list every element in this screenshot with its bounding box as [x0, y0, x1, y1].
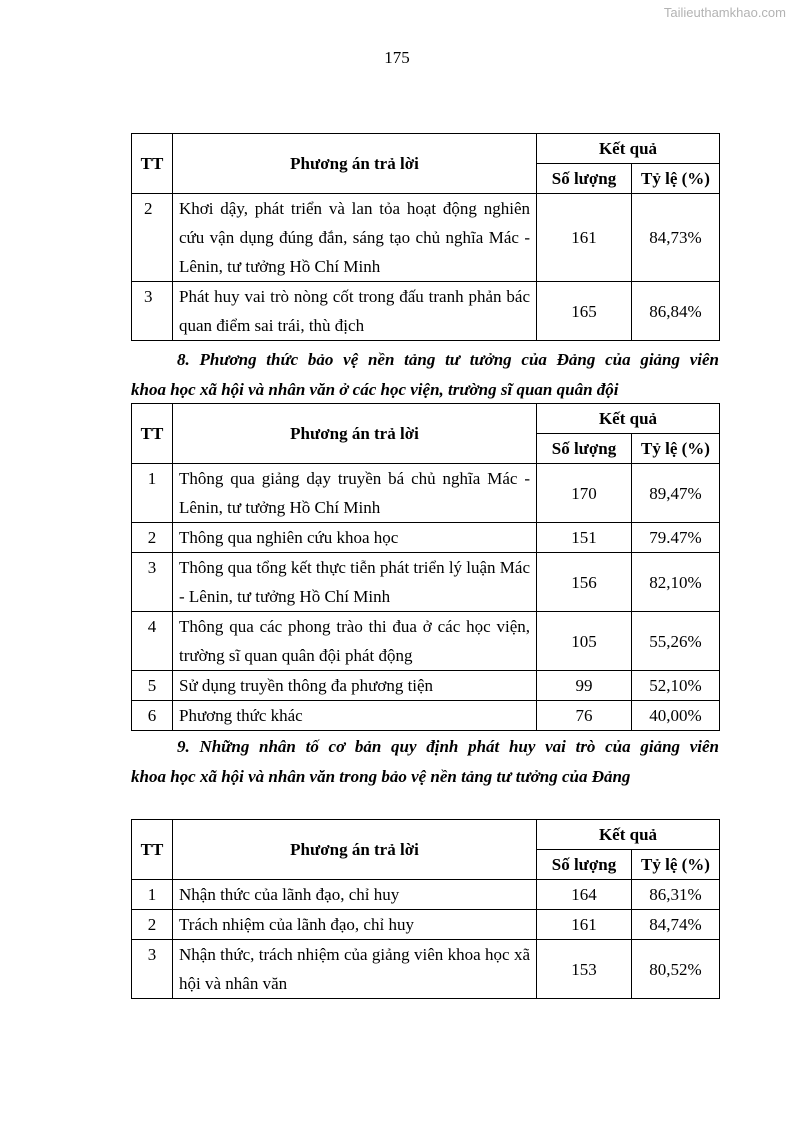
- row-rate: 80,52%: [632, 940, 720, 999]
- header-count: Số lượng: [537, 164, 632, 194]
- header-rate: Tỷ lệ (%): [632, 164, 720, 194]
- row-rate: 89,47%: [632, 464, 720, 523]
- row-rate: 86,84%: [632, 282, 720, 341]
- header-count: Số lượng: [537, 850, 632, 880]
- row-count: 156: [537, 553, 632, 612]
- row-answer: Nhận thức, trách nhiệm của giảng viên khoa học xã hội và nhân văn: [173, 940, 537, 999]
- row-answer: Thông qua giảng dạy truyền bá chủ nghĩa Mác - Lênin, tư tưởng Hồ Chí Minh: [173, 464, 537, 523]
- header-result: Kết quả: [537, 404, 720, 434]
- row-answer: Trách nhiệm của lãnh đạo, chỉ huy: [173, 910, 537, 940]
- row-answer: Nhận thức của lãnh đạo, chỉ huy: [173, 880, 537, 910]
- section-8-heading: [131, 345, 719, 405]
- row-count: 76: [537, 701, 632, 731]
- row-answer: Thông qua nghiên cứu khoa học: [173, 523, 537, 553]
- header-rate: Tỷ lệ (%): [632, 850, 720, 880]
- row-rate: 40,00%: [632, 701, 720, 731]
- row-answer: Sử dụng truyền thông đa phương tiện: [173, 671, 537, 701]
- row-number: 4: [132, 612, 173, 671]
- row-count: 99: [537, 671, 632, 701]
- row-number: 3: [132, 940, 173, 999]
- section-8-line-1: 8. Phương thức bảo vệ nền tảng tư tưởng của Đảng của giảng viên: [177, 350, 719, 369]
- row-count: 153: [537, 940, 632, 999]
- section-9-line-1: 9. Những nhân tố cơ bản quy định phát huy vai trò của giảng viên: [177, 737, 719, 756]
- row-number: 2: [132, 523, 173, 553]
- watermark: Tailieuthamkhao.com: [663, 5, 786, 20]
- row-answer: Phương thức khác: [173, 701, 537, 731]
- table-row: [132, 194, 720, 282]
- table-row: [132, 282, 720, 341]
- row-number: 3: [132, 282, 173, 341]
- row-rate: 84,74%: [632, 910, 720, 940]
- table-row: [132, 464, 720, 523]
- section-9-heading: [131, 732, 719, 792]
- row-rate: 82,10%: [632, 553, 720, 612]
- row-count: 165: [537, 282, 632, 341]
- row-number: 1: [132, 464, 173, 523]
- table-row: [132, 910, 720, 940]
- row-number: 2: [132, 194, 173, 282]
- table-row: [132, 523, 720, 553]
- row-rate: 84,73%: [632, 194, 720, 282]
- section-9-line-2: khoa học xã hội và nhân văn trong bảo vệ nền tảng tư tưởng của Đảng: [131, 767, 631, 786]
- page-number: 175: [384, 48, 410, 67]
- header-result: Kết quả: [537, 820, 720, 850]
- row-count: 151: [537, 523, 632, 553]
- table-row: [132, 553, 720, 612]
- row-rate: 55,26%: [632, 612, 720, 671]
- results-table-1: [131, 133, 720, 341]
- row-count: 161: [537, 910, 632, 940]
- header-answer: Phương án trả lời: [173, 404, 537, 464]
- row-answer: Phát huy vai trò nòng cốt trong đấu tranh phản bác quan điểm sai trái, thù địch: [173, 282, 537, 341]
- header-answer: Phương án trả lời: [173, 134, 537, 194]
- header-rate: Tỷ lệ (%): [632, 434, 720, 464]
- row-number: 3: [132, 553, 173, 612]
- row-number: 6: [132, 701, 173, 731]
- row-count: 170: [537, 464, 632, 523]
- header-count: Số lượng: [537, 434, 632, 464]
- header-answer: Phương án trả lời: [173, 820, 537, 880]
- row-rate: 86,31%: [632, 880, 720, 910]
- row-answer: Thông qua tổng kết thực tiễn phát triển lý luận Mác - Lênin, tư tưởng Hồ Chí Minh: [173, 553, 537, 612]
- row-number: 1: [132, 880, 173, 910]
- row-rate: 52,10%: [632, 671, 720, 701]
- row-count: 164: [537, 880, 632, 910]
- row-count: 161: [537, 194, 632, 282]
- row-count: 105: [537, 612, 632, 671]
- header-tt: TT: [132, 820, 173, 880]
- results-table-3: [131, 819, 720, 999]
- table-row: [132, 940, 720, 999]
- row-answer: Thông qua các phong trào thi đua ở các học viện, trường sĩ quan quân đội phát động: [173, 612, 537, 671]
- row-answer: Khơi dậy, phát triển và lan tỏa hoạt động nghiên cứu vận dụng đúng đắn, sáng tạo chủ nghĩa Mác - Lênin, tư tưởng Hồ Chí Minh: [173, 194, 537, 282]
- row-number: 2: [132, 910, 173, 940]
- row-number: 5: [132, 671, 173, 701]
- section-8-line-2: khoa học xã hội và nhân văn ở các học viện, trường sĩ quan quân đội: [131, 380, 619, 399]
- header-result: Kết quả: [537, 134, 720, 164]
- header-tt: TT: [132, 404, 173, 464]
- results-table-2: [131, 403, 720, 731]
- row-rate: 79.47%: [632, 523, 720, 553]
- header-tt: TT: [132, 134, 173, 194]
- table-row: [132, 701, 720, 731]
- table-row: [132, 612, 720, 671]
- table-row: [132, 671, 720, 701]
- table-row: [132, 880, 720, 910]
